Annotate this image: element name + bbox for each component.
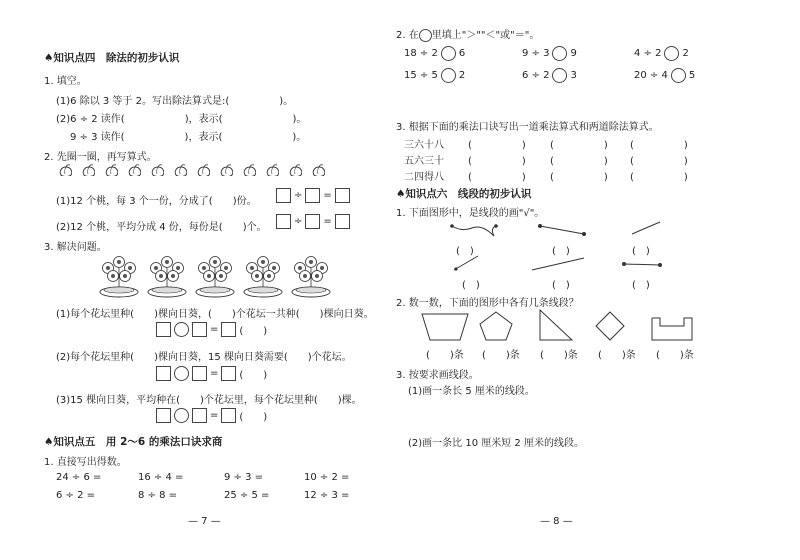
s6-q3-item2: (2)画一条比 10 厘米短 2 厘米的线段。	[408, 438, 584, 449]
pentagon-shape	[480, 312, 512, 340]
label-text: 里填上"＞""＜"或"＝"。	[431, 30, 540, 41]
compare-left: 20 ÷ 4	[634, 70, 668, 81]
q3-item3: (3)15 棵向日葵，平均种在( )个花坛里，每个花坛里种( )棵。	[56, 395, 362, 406]
answer-blank[interactable]: ( )	[468, 156, 526, 167]
compare-right: 2	[458, 70, 466, 81]
line-figure	[532, 258, 584, 270]
count-blank[interactable]: ( )条	[656, 350, 694, 361]
calc-item: 24 ÷ 6 =	[56, 472, 102, 483]
q2-label: 2. 先圈一圈，再写算式。	[44, 152, 157, 163]
diamond-shape	[596, 312, 624, 340]
equals-sign: =	[210, 410, 219, 421]
ray-figure	[632, 222, 660, 234]
page-number-left: — 7 —	[188, 516, 221, 527]
s6-q3-label: 3. 按要求画线段。	[396, 370, 479, 381]
s6-q3-item1: (1)画一条长 5 厘米的线段。	[408, 386, 535, 397]
answer-blank[interactable]: ( )	[630, 172, 688, 183]
calc-item: 10 ÷ 2 =	[304, 472, 350, 483]
calc-item: 25 ÷ 5 =	[224, 490, 270, 501]
line-figure	[454, 256, 478, 270]
check-blank[interactable]: ( )	[552, 280, 570, 291]
divide-sign: ÷	[294, 216, 303, 227]
check-blank[interactable]: ( )	[632, 246, 650, 257]
equals-sign: =	[323, 216, 332, 227]
rhyme-label: 五六三十	[404, 156, 444, 167]
unit-blank: ( )	[239, 370, 268, 381]
answer-blank[interactable]: ( )	[630, 156, 688, 167]
compare-right: 3	[570, 70, 577, 81]
segment-figure	[540, 226, 584, 234]
calc-item: 6 ÷ 2 =	[56, 490, 96, 501]
compare-right: 2	[682, 48, 689, 59]
curve-figure	[452, 226, 496, 236]
section4-title: ♠知识点四 除法的初步认识	[44, 52, 180, 64]
compare-left: 6 ÷ 2	[522, 70, 550, 81]
check-blank[interactable]: ( )	[462, 280, 480, 291]
q1-line2: (2)6 ÷ 2 读作( )，表示( )。	[56, 114, 307, 125]
divide-sign: ÷	[294, 190, 303, 201]
calc-item: 9 ÷ 3 =	[224, 472, 264, 483]
compare-right: 6	[458, 48, 466, 59]
s5-q1-label: 1. 直接写出得数。	[44, 457, 127, 468]
q3-item1: (1)每个花坛里种( )棵向日葵，( )个花坛一共种( )棵向日葵。	[56, 309, 374, 320]
count-blank[interactable]: ( )条	[540, 350, 578, 361]
equals-sign: =	[323, 190, 332, 201]
s6-q1-label: 1. 下面图形中，是线段的画"√"。	[396, 208, 545, 219]
compare-left: 15 ÷ 5	[404, 70, 438, 81]
compare-left: 9 ÷ 3	[522, 48, 550, 59]
q1-label: 1. 填空。	[44, 76, 87, 87]
compare-left: 18 ÷ 2	[404, 48, 438, 59]
count-blank[interactable]: ( )条	[426, 350, 464, 361]
unit-blank: ( )	[239, 326, 268, 337]
count-blank[interactable]: ( )条	[482, 350, 520, 361]
answer-blank[interactable]: ( )	[468, 140, 526, 151]
compare-right: 5	[688, 70, 696, 81]
q2-item1: (1)12 个桃，每 3 个一份，分成了( )份。	[56, 196, 257, 207]
trapezoid-shape	[422, 314, 468, 340]
check-blank[interactable]: ( )	[552, 246, 570, 257]
q3-item2: (2)每个花坛里种( )棵向日葵，15 棵向日葵需要( )个花坛。	[56, 352, 352, 363]
unit-blank: ( )	[239, 412, 268, 423]
section6-title: ♠知识点六 线段的初步认识	[396, 188, 532, 200]
answer-blank[interactable]: ( )	[550, 156, 608, 167]
equals-sign: =	[210, 368, 219, 379]
calc-item: 8 ÷ 8 =	[138, 490, 178, 501]
triangle-shape	[540, 310, 572, 340]
count-blank[interactable]: ( )条	[598, 350, 636, 361]
q3-label: 3. 解决问题。	[44, 242, 107, 253]
check-blank[interactable]: ( )	[632, 280, 650, 291]
answer-blank[interactable]: ( )	[630, 140, 688, 151]
calc-item: 12 ÷ 3 =	[304, 490, 350, 501]
q1-line3: 9 ÷ 3 读作( )，表示( )。	[70, 132, 307, 143]
answer-blank[interactable]: ( )	[550, 172, 608, 183]
segment-figure	[624, 264, 660, 265]
rhyme-label: 二四得八	[404, 172, 444, 183]
equals-sign: =	[210, 324, 219, 335]
compare-left: 4 ÷ 2	[634, 48, 662, 59]
label-text: 2. 在	[396, 30, 419, 41]
compare-right: 9	[570, 48, 577, 59]
rhyme-label: 三六十八	[404, 140, 444, 151]
r-q3-label: 3. 根据下面的乘法口诀写出一道乘法算式和两道除法算式。	[396, 122, 659, 133]
page-number-right: — 8 —	[540, 516, 573, 527]
s6-q2-label: 2. 数一数，下面的图形中各有几条线段？	[396, 298, 579, 309]
check-blank[interactable]: ( )	[456, 246, 474, 257]
q1-line1: (1)6 除以 3 等于 2。写出除法算式是:( )。	[56, 96, 294, 107]
notched-rect-shape	[652, 318, 692, 340]
section5-title: ♠知识点五 用 2～6 的乘法口诀求商	[44, 436, 223, 448]
q2-item2: (2)12 个桃，平均分成 4 份，每份是( )个。	[56, 222, 267, 233]
calc-item: 16 ÷ 4 =	[138, 472, 184, 483]
answer-blank[interactable]: ( )	[468, 172, 526, 183]
answer-blank[interactable]: ( )	[550, 140, 608, 151]
